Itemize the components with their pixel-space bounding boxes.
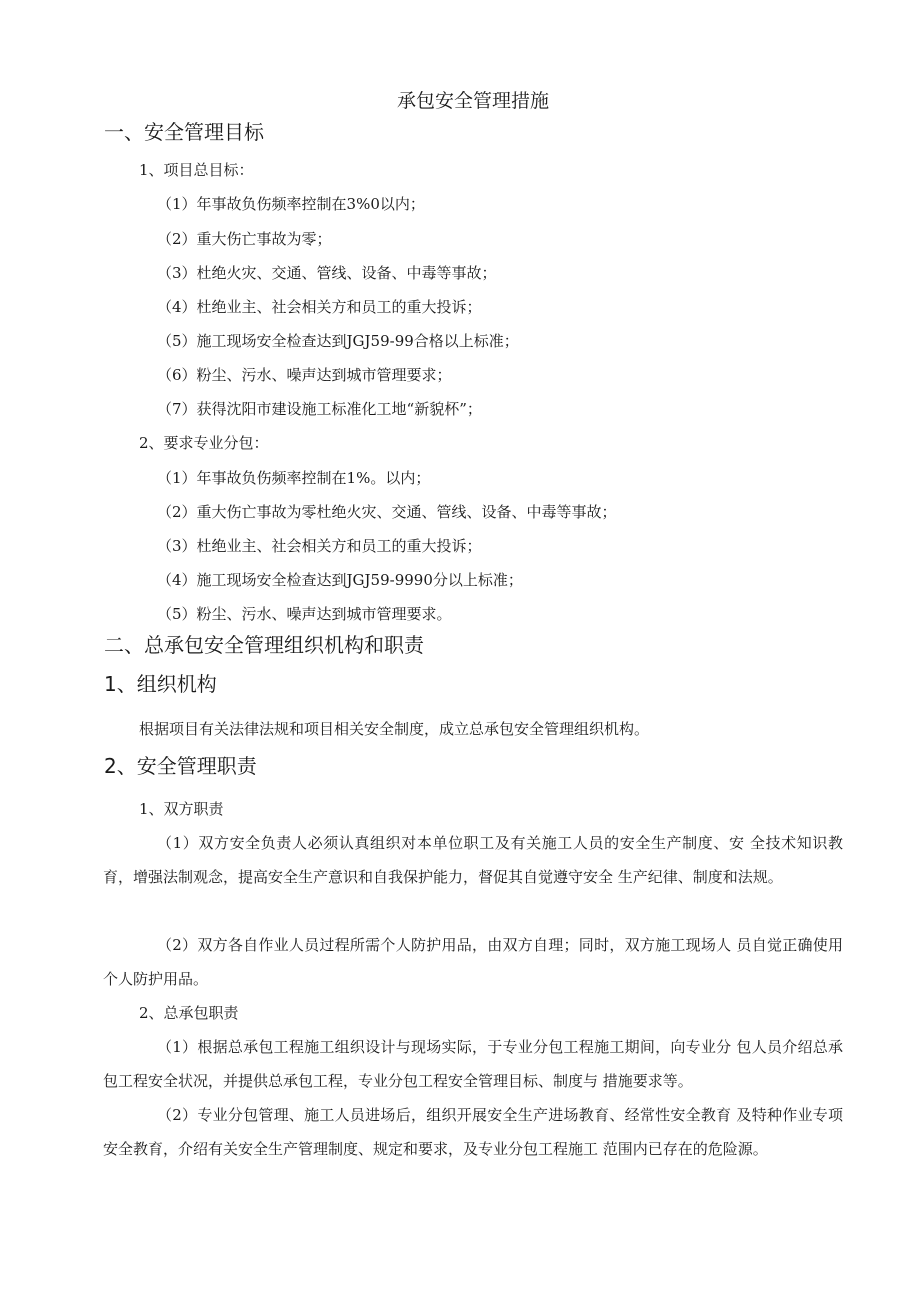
section2-sub1-text: 根据项目有关法律法规和项目相关安全制度，成立总承包安全管理组织机构。 — [139, 720, 650, 738]
list-item: （2）重大伤亡事故为零杜绝火灾、交通、管线、设备、中毒等事故； — [157, 503, 617, 521]
section1-group2-label: 2、要求专业分包： — [139, 434, 269, 452]
duties1-paragraph-1: （1）双方安全负责人必须认真组织对本单位职工及有关施工人员的安全生产制度、安 全技术知识教育，增强法制观念，提高安全生产意识和自我保护能力，督促其自觉遵守安全 生产纪律、制度和法规。 — [103, 834, 843, 886]
duties2-paragraph-2: （2）专业分包管理、施工人员进场后，组织开展安全生产进场教育、经常性安全教育 及特种作业专项安全教育，介绍有关安全生产管理制度、规定和要求，及专业分包工程施工 范围内已存在的危险源。 — [103, 1106, 843, 1158]
list-item: （4）杜绝业主、社会相关方和员工的重大投诉； — [157, 298, 482, 316]
section2-sub1-heading: 1、组织机构 — [104, 672, 217, 696]
list-item: （6）粉尘、污水、噪声达到城市管理要求； — [157, 366, 452, 384]
list-item: （4）施工现场安全检查达到JGJ59-9990分以上标准； — [157, 571, 523, 589]
duties2-label: 2、总承包职责 — [139, 1004, 239, 1022]
list-item: （5）粉尘、污水、噪声达到城市管理要求。 — [157, 605, 452, 623]
section2-sub2-heading: 2、安全管理职责 — [104, 754, 257, 778]
list-item: （7）获得沈阳市建设施工标准化工地“新貌杯”； — [157, 400, 482, 418]
section1-heading: 一、安全管理目标 — [104, 120, 264, 144]
list-item: （3）杜绝火灾、交通、管线、设备、中毒等事故； — [157, 264, 497, 282]
list-item: （5）施工现场安全检查达到JGJ59-99合格以上标准； — [157, 332, 519, 350]
document-title: 承包安全管理措施 — [396, 90, 549, 112]
duties2-paragraph-1: （1）根据总承包工程施工组织设计与现场实际，于专业分包工程施工期间，向专业分 包人员介绍总承包工程安全状况，并提供总承包工程，专业分包工程安全管理目标、制度与 措施要求等。 — [103, 1038, 843, 1090]
section2-heading: 二、总承包安全管理组织机构和职责 — [104, 633, 424, 657]
list-item: （2）重大伤亡事故为零； — [157, 230, 332, 248]
list-item: （3）杜绝业主、社会相关方和员工的重大投诉； — [157, 537, 482, 555]
list-item: （1）年事故负伤频率控制在3%0以内； — [157, 195, 425, 213]
section1-group1-label: 1、项目总目标： — [139, 161, 254, 179]
duties1-label: 1、双方职责 — [139, 800, 224, 818]
list-item: （1）年事故负伤频率控制在1%。以内； — [157, 469, 431, 487]
duties1-paragraph-2: （2）双方各自作业人员过程所需个人防护用品，由双方自理；同时，双方施工现场人 员自觉正确使用个人防护用品。 — [103, 936, 843, 988]
